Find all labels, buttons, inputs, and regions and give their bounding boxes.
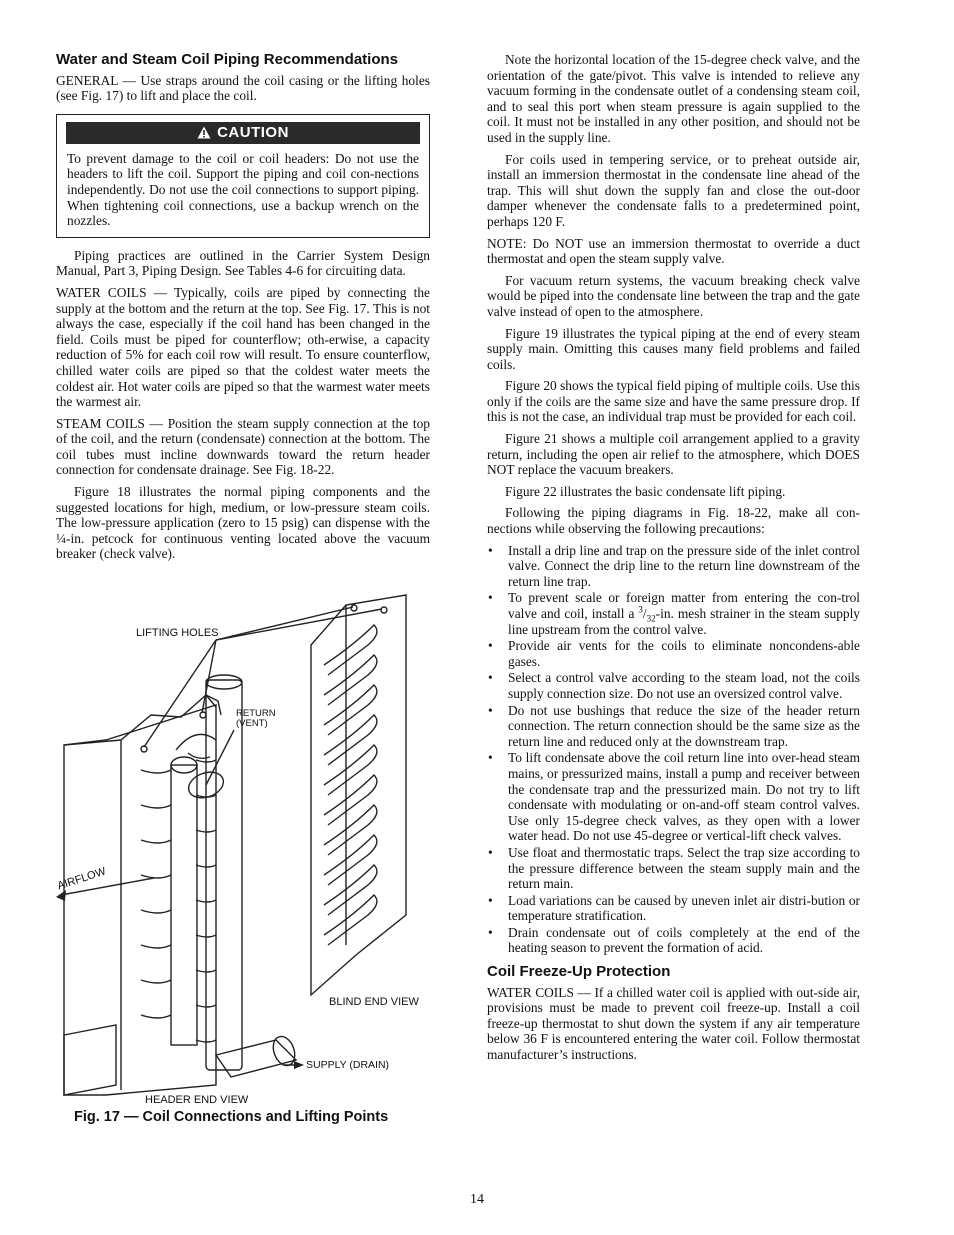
figure19-paragraph: Figure 19 illustrates the typical piping at the end of every steam supply main. Omitting this causes many field problems and failed coils.: [487, 325, 860, 372]
strainer-text-b: -in. mesh strainer in the steam supply line upstream from the control valve.: [508, 606, 860, 637]
list-item: • Install a drip line and trap on the pressure side of the inlet control valve. Connect the drip line to the return line downstream of the return line trap.: [487, 543, 860, 590]
list-item: • Provide air vents for the coils to eliminate noncondens-able gases.: [487, 638, 860, 669]
tempering-paragraph: For coils used in tempering service, or to preheat outside air, install an immersion thermostat in the condensate line ahead of the trap. This will shut down the supply fan and close the out-door damper whenever the condensate falls to a predetermined point, perhaps 120 F.: [487, 151, 860, 229]
list-item: • To prevent scale or foreign matter from entering the con-trol valve and coil, install a $^3/_{32}-in$. mesh strainer in the steam supply line upstream from the control valve.: [487, 590, 860, 637]
caution-box: [56, 114, 430, 238]
fraction-numerator: 3: [638, 604, 643, 615]
figure18-text-a: Figure 18 illustrates the normal piping components and the suggested locations for high, medium, or low-pressure steam coils. The low-pressure application (zero to 15 psig) can dispense with the: [56, 484, 430, 531]
figure18-paragraph: [56, 484, 430, 562]
water-coils-paragraph: WATER COILS — Typically, coils are piped by connecting the supply at the bottom and the return at the top. See Fig. 17. This is not always the case, especially if the coil hand has been changed in the field. Coils must be piped for counterflow; oth-erwise, a capacity reduction of 5% for each coil row will result. To ensure counterflow, chilled water coils are piped so that the coldest water meets the coldest air. Hot water coils are piped so that the warmest water meets the warmest air.: [56, 284, 430, 410]
vacuum-return-paragraph: For vacuum return systems, the vacuum breaking check valve would be piped into the condensate line between the trap and the gate valve instead of open to the atmosphere.: [487, 272, 860, 319]
coil-connections-figure: [56, 585, 436, 1105]
list-item: • Select a control valve according to the steam load, not the coils supply connection size. Do not use an oversized control valve.: [487, 670, 860, 701]
list-item: • Drain condensate out of coils completely at the end of the heating season to prevent the formation of acid.: [487, 925, 860, 956]
header-end-label: HEADER END VIEW: [145, 1094, 249, 1106]
blind-end-label: BLIND END VIEW: [329, 996, 419, 1008]
figure22-paragraph: Figure 22 illustrates the basic condensate lift piping.: [505, 483, 786, 499]
figure20-paragraph: Figure 20 shows the typical field piping of multiple coils. Use this only if the coils are the same size and have the same pressure drop. If this is not the case, an individual trap must be provided for each coil.: [487, 378, 860, 425]
general-paragraph: GENERAL — Use straps around the coil casing or the lifting holes (see Fig. 17) to lift and place the coil.: [56, 72, 430, 104]
figure18-text-b: -in. petcock for continuous venting located above the vacuum breaker (check valve).: [56, 530, 430, 562]
list-item: • Load variations can be caused by uneven inlet air distri-bution or temperature stratification.: [487, 893, 860, 924]
warning-triangle-icon: [197, 126, 211, 139]
lifting-holes-label: LIFTING HOLES: [136, 627, 219, 639]
check-valve-paragraph: Note the horizontal location of the 15-degree check valve, and the orientation of the gate/pivot. This valve is intended to relieve any vacuum forming in the condensate outlet of a condensing steam coil, and to seal this port when steam pressure is again supplied to the coil. It must not be installed in any other position, and should not be used in the supply line.: [487, 52, 860, 145]
figure21-paragraph: Figure 21 shows a multiple coil arrangement applied to a gravity return, including the open air relief to the atmosphere, which DOES NOT replace the vacuum breakers.: [487, 431, 860, 478]
list-item: • To lift condensate above the coil return line into over-head steam mains, or pressurized mains, install a pump and receiver between the condensate trap and the pressurized main. Do not try to lift condensate with modulating or on-and-off steam control valves. Use only 15-degree check valves, as they open with a lower water head. Do not use 45-degree or vertical-lift check valves.: [487, 750, 860, 844]
airflow-label: AIRFLOW: [56, 865, 108, 893]
steam-coils-paragraph: STEAM COILS — Position the steam supply connection at the top of the coil, and the return (condensate) connection at the bottom. The coil tubes must incline downwards toward the return header connection for condensate drainage. See Fig. 18-22.: [56, 415, 430, 478]
note-paragraph: NOTE: Do NOT use an immersion thermostat to override a duct thermostat and open the steam supply valve.: [487, 235, 860, 267]
list-item: • Use float and thermostatic traps. Select the trap size according to the pressure difference between the steam supply main and the return main.: [487, 845, 860, 892]
caution-text: To prevent damage to the coil or coil headers: Do not use the headers to lift the coil. Support the piping and coil con-nections independently. Do not use the coil connections to support piping. When tightening coil connections, use a backup wrench on the nozzles.: [67, 150, 419, 229]
freeze-up-paragraph: WATER COILS — If a chilled water coil is applied with out-side air, provisions must be made to prevent coil freeze-up. Install a coil freeze-up thermostat to shut down the system if any air temperature below 36 F is encountered entering the water coil. Follow thermostat manufacturer’s instructions.: [487, 984, 860, 1063]
left-column: [56, 52, 430, 568]
section-heading: Water and Steam Coil Piping Recommendations: [56, 51, 398, 68]
precautions-intro: Following the piping diagrams in Fig. 18-22, make all con-nections while observing the following precautions:: [487, 505, 860, 537]
return-vent-label: [236, 709, 276, 729]
coil-diagram: [56, 585, 436, 1105]
supply-drain-label: SUPPLY (DRAIN): [306, 1059, 390, 1071]
precautions-list: [487, 543, 860, 956]
page-number: 14: [470, 1192, 484, 1207]
vent-label: (VENT): [236, 718, 268, 729]
return-label: RETURN: [236, 708, 276, 719]
caution-title: CAUTION: [217, 123, 289, 141]
strainer-text-a: To prevent scale or foreign matter from entering the con-trol valve and coil, install a: [508, 590, 860, 621]
list-item: • Do not use bushings that reduce the size of the header return connection. The return connection should be the same size as the return line and reduced only at the downstream trap.: [487, 703, 860, 750]
petcock-fraction: ¼: [56, 530, 67, 546]
caution-banner: [66, 122, 420, 144]
right-column: [487, 52, 860, 1069]
figure-caption: Fig. 17 — Coil Connections and Lifting Points: [74, 1109, 389, 1125]
freeze-up-heading: Coil Freeze-Up Protection: [487, 963, 671, 981]
fraction-denominator: 32: [646, 613, 656, 624]
piping-practices-paragraph: Piping practices are outlined in the Carrier System Design Manual, Part 3, Piping Design. See Tables 4-6 for circuiting data.: [56, 247, 430, 279]
